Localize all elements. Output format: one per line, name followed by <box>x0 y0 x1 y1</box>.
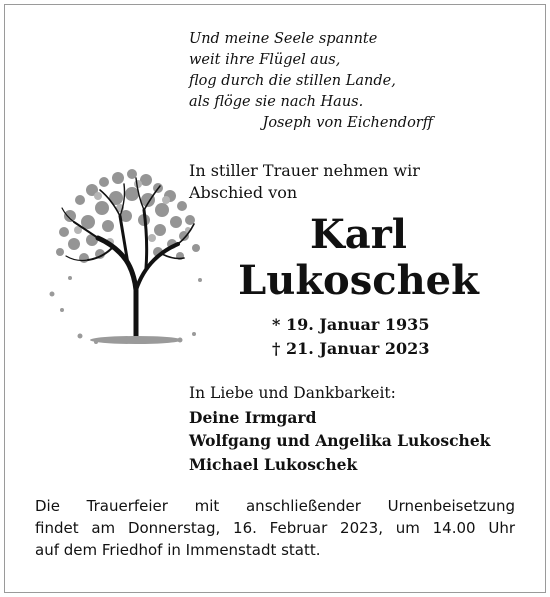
funeral-line: findet am Donnerstag, 16. Februar 2023, um 14.00 Uhr <box>35 519 515 537</box>
poem-author: Joseph von Eichendorff <box>262 115 433 131</box>
mourner-name: Wolfgang und Angelika Lukoschek <box>189 431 491 450</box>
mourner-name: Michael Lukoschek <box>189 454 358 474</box>
intro-text <box>189 160 420 204</box>
last-name: Lukoschek <box>238 257 479 304</box>
first-name: Karl <box>310 211 407 258</box>
intro-line: In stiller Trauer nehmen wir <box>189 161 420 180</box>
poem-line: flog durch die stillen Lande, <box>189 73 396 89</box>
life-dates <box>272 313 429 361</box>
birth-date: * 19. Januar 1935 <box>272 315 430 334</box>
mourners-heading: In Liebe und Dankbarkeit: <box>189 384 396 402</box>
poem-line: als flöge sie nach Haus. <box>189 94 364 110</box>
poem <box>189 29 439 134</box>
funeral-line: Die Trauerfeier mit anschließender Urnenbeisetzung <box>35 497 515 515</box>
death-date: † 21. Januar 2023 <box>272 339 430 358</box>
deceased-name <box>236 212 481 304</box>
poem-line: weit ihre Flügel aus, <box>189 52 341 68</box>
mourner-name: Deine Irmgard <box>189 407 317 427</box>
funeral-line: auf dem Friedhof in Immenstadt statt. <box>35 541 321 559</box>
poem-line: Und meine Seele spannte <box>189 31 378 47</box>
intro-line: Abschied von <box>189 183 298 202</box>
mourners <box>189 382 490 476</box>
funeral-info <box>35 495 515 561</box>
